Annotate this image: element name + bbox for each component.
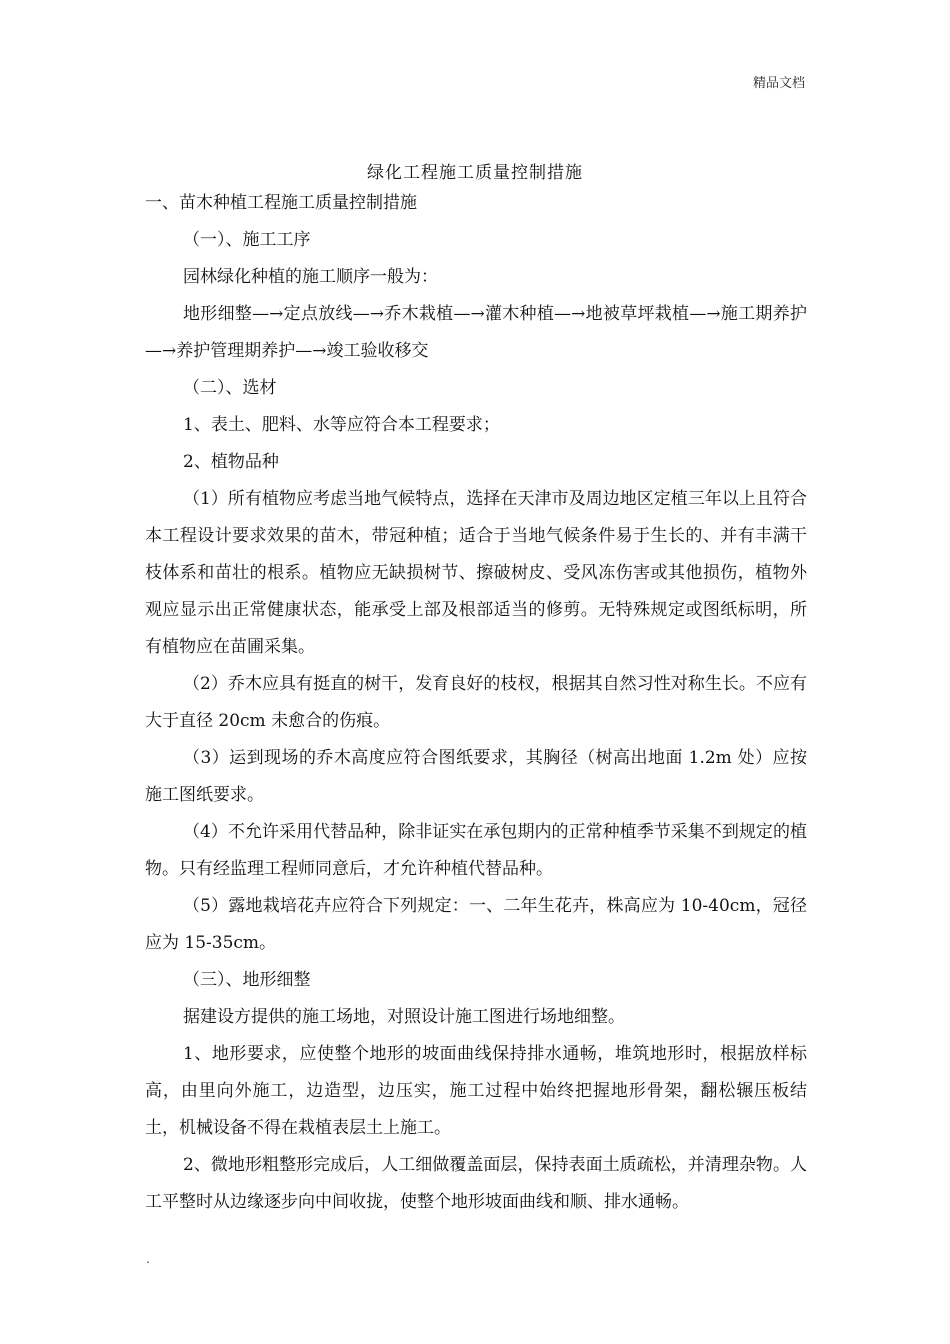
paragraph: 据建设方提供的施工场地，对照设计施工图进行场地细整。 [183,1007,625,1027]
paragraph: 一、苗木种植工程施工质量控制措施 [145,193,417,213]
paragraph: 园林绿化种植的施工顺序一般为： [183,267,438,287]
document-title: 绿化工程施工质量控制措施 [367,163,583,183]
footer-mark: . [146,1252,150,1266]
paragraph: 2、微地形粗整形完成后，人工细做覆盖面层，保持表面土质疏松，并清理杂物。人工平整时从边缘逐步向中间收拢，使整个地形坡面曲线和顺、排水通畅。 [145,1155,807,1212]
document-body [145,185,807,1221]
paragraph: （3）运到现场的乔木高度应符合图纸要求，其胸径（树高出地面 1.2m 处）应按施工图纸要求。 [145,748,807,805]
paragraph: 1、地形要求，应使整个地形的坡面曲线保持排水通畅，堆筑地形时，根据放样标高，由里向外施工，边造型，边压实，施工过程中始终把握地形骨架，翻松辗压板结土，机械设备不得在栽植表层土上施工。 [145,1044,807,1138]
paragraph: （三）、地形细整 [183,970,311,990]
paragraph: （一）、施工工序 [183,230,311,250]
paragraph: （5）露地栽培花卉应符合下列规定：一、二年生花卉，株高应为 10-40cm，冠径应为 15-35cm。 [145,896,807,953]
paragraph: 2、植物品种 [183,452,279,472]
paragraph: （4）不允许采用代替品种，除非证实在承包期内的正常种植季节采集不到规定的植物。只有经监理工程师同意后，才允许种植代替品种。 [145,822,807,879]
paragraph: （二）、选材 [183,378,277,398]
header-mark: 精品文档 [752,76,805,91]
paragraph: 地形细整—→定点放线—→乔木栽植—→灌木种植—→地被草坪栽植—→施工期养护—→养护管理期养护—→竣工验收移交 [145,304,807,361]
paragraph: （1）所有植物应考虑当地气候特点，选择在天津市及周边地区定植三年以上且符合本工程设计要求效果的苗木，带冠种植；适合于当地气候条件易于生长的、并有丰满干枝体系和苗壮的根系。植物应无缺损树节、擦破树皮、受风冻伤害或其他损伤，植物外观应显示出正常健康状态，能承受上部及根部适当的修剪。无特殊规定或图纸标明，所有植物应在苗圃采集。 [145,489,807,657]
paragraph: 1、表土、肥料、水等应符合本工程要求； [183,415,500,435]
paragraph: （2）乔木应具有挺直的树干，发育良好的枝杈，根据其自然习性对称生长。不应有大于直径 20cm 未愈合的伤痕。 [145,674,807,731]
